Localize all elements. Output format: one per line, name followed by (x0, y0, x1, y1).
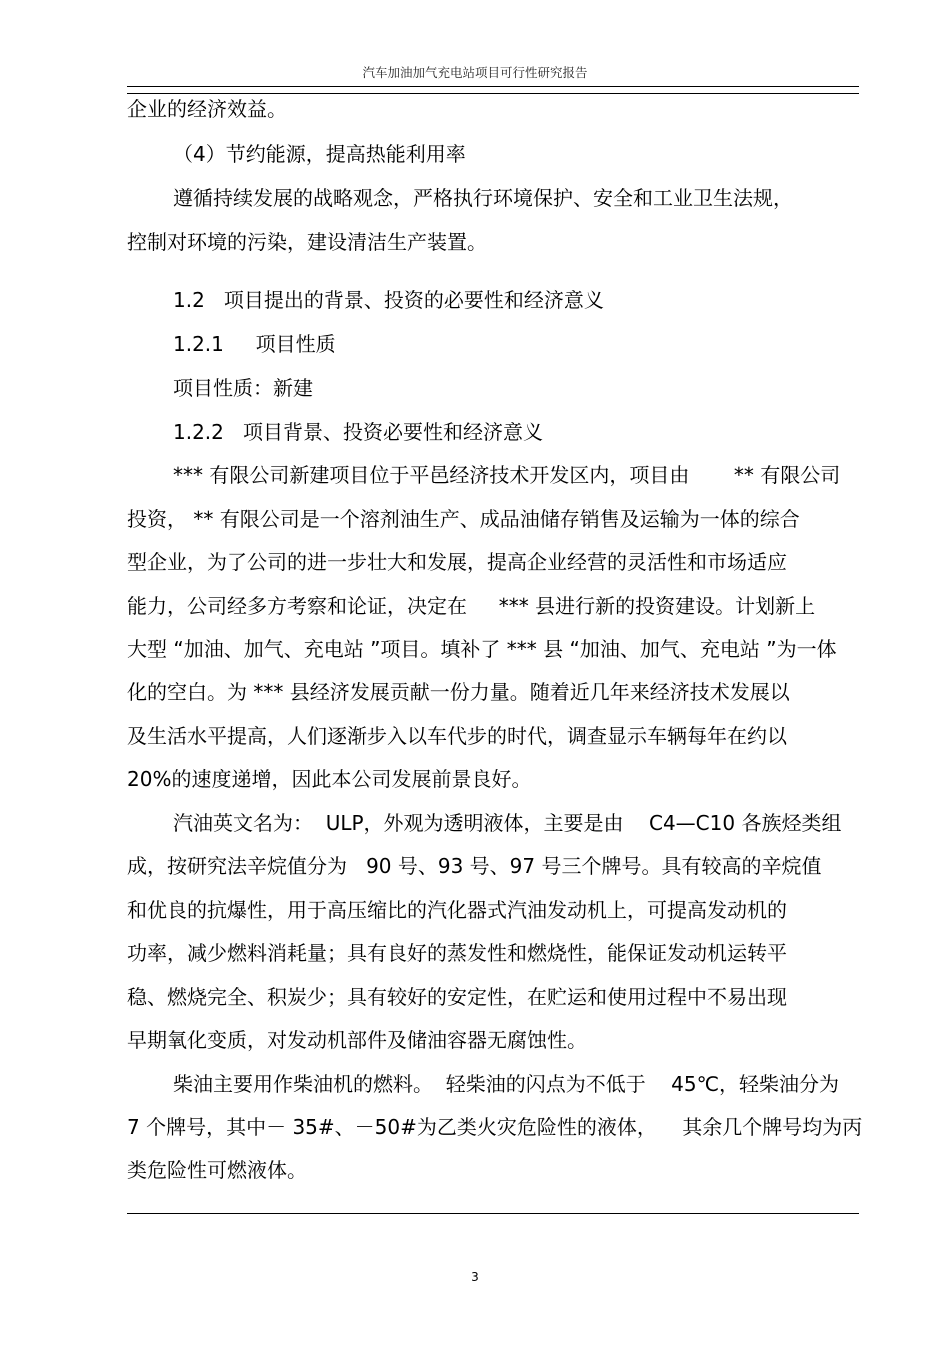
body-line: 和优良的抗爆性，用于高压缩比的汽化器式汽油发动机上，可提高发动机的 (127, 898, 787, 922)
body-line: 功率，减少燃料消耗量；具有良好的蒸发性和燃烧性，能保证发动机运转平 (127, 941, 787, 965)
body-line: 7 个牌号，其中－ 35#、－50#为乙类火灾危险性的液体， 其余几个牌号均为丙 (127, 1115, 863, 1139)
body-line: *** 有限公司新建项目位于平邑经济技术开发区内，项目由 ** 有限公司 (173, 463, 841, 487)
section-heading: 1.2 项目提出的背景、投资的必要性和经济意义 (173, 288, 604, 312)
running-header: 汽车加油加气充电站项目可行性研究报告 (362, 65, 588, 80)
body-line: 20%的速度递增，因此本公司发展前景良好。 (127, 767, 532, 791)
body-line: 型企业，为了公司的进一步壮大和发展，提高企业经营的灵活性和市场适应 (127, 550, 787, 574)
body-line: 稳、燃烧完全、积炭少；具有较好的安定性，在贮运和使用过程中不易出现 (127, 985, 787, 1009)
body-line: 化的空白。为 *** 县经济发展贡献一份力量。随着近几年来经济技术发展以 (127, 680, 790, 704)
body-line: 类危险性可燃液体。 (127, 1158, 307, 1182)
body-line: 企业的经济效益。 (127, 97, 287, 121)
body-line: 早期氧化变质，对发动机部件及储油容器无腐蚀性。 (127, 1028, 587, 1052)
section-heading: （4）节约能源，提高热能利用率 (173, 142, 466, 166)
body-line: 大型 “加油、加气、充电站 ”项目。填补了 *** 县 “加油、加气、充电站 ”为一体 (127, 637, 837, 661)
header-rule-top (127, 86, 859, 87)
header-rule-bottom (127, 93, 859, 94)
subsection-heading: 1.2.1 项目性质 (173, 332, 336, 356)
body-line: 项目性质：新建 (173, 376, 313, 400)
body-line: 柴油主要用作柴油机的燃料。 轻柴油的闪点为不低于 45℃，轻柴油分为 (173, 1072, 840, 1096)
body-line: 能力，公司经多方考察和论证，决定在 *** 县进行新的投资建设。计划新上 (127, 594, 816, 618)
body-line: 汽油英文名为： ULP，外观为透明液体，主要是由 C4—C10 各族烃类组 (173, 811, 842, 835)
body-line: 遵循持续发展的战略观念，严格执行环境保护、安全和工业卫生法规， (173, 186, 793, 210)
body-line: 投资， ** 有限公司是一个溶剂油生产、成品油储存销售及运输为一体的综合 (127, 507, 800, 531)
page-number: 3 (471, 1270, 479, 1284)
footer-rule (127, 1213, 859, 1214)
body-line: 成，按研究法辛烷值分为 90 号、93 号、97 号三个牌号。具有较高的辛烷值 (127, 854, 822, 878)
body-line: 控制对环境的污染，建设清洁生产装置。 (127, 230, 487, 254)
subsection-heading: 1.2.2 项目背景、投资必要性和经济意义 (173, 420, 543, 444)
body-line: 及生活水平提高，人们逐渐步入以车代步的时代，调查显示车辆每年在约以 (127, 724, 787, 748)
